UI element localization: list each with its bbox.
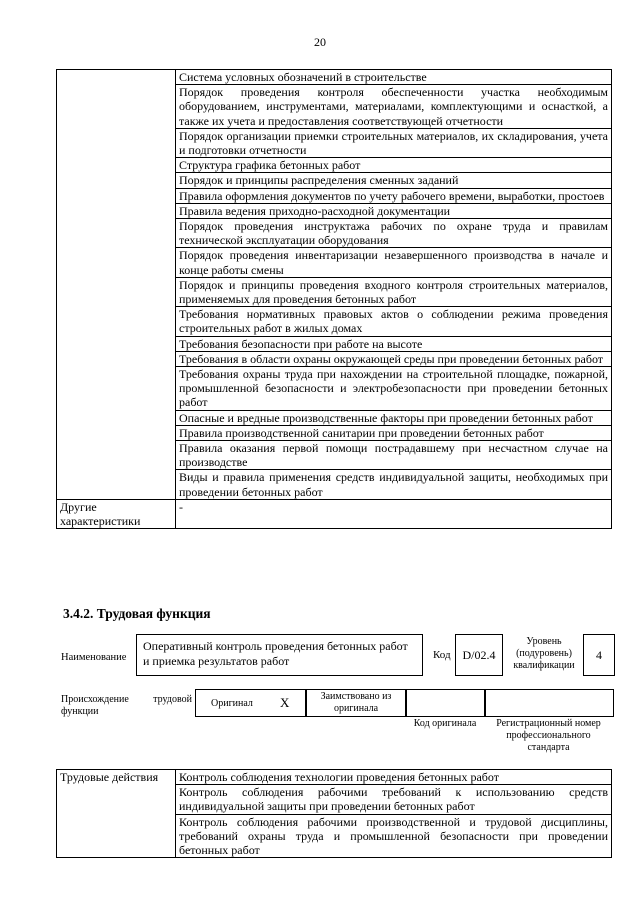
- reg-number-caption: Регистрационный номер профессионального стандарта: [496, 718, 601, 753]
- table-cell: Правила ведения приходно-расходной документации: [176, 203, 612, 218]
- table-row: [57, 770, 612, 785]
- table-cell: Опасные и вредные производственные факторы при проведении бетонных работ: [176, 410, 612, 425]
- table-cell: Структура графика бетонных работ: [176, 158, 612, 173]
- actions-table: [56, 769, 612, 858]
- borrowed-label: Заимствовано из оригинала: [320, 691, 392, 714]
- original-mark: X: [280, 695, 290, 710]
- table-cell: Контроль соблюдения рабочими требований к использованию средств индивидуальной защиты при проведении бетонных работ: [176, 785, 612, 814]
- section-title: 3.4.2. Трудовая функция: [63, 606, 211, 621]
- original-box: [195, 689, 307, 717]
- table-cell: Правила оказания первой помощи пострадавшему при несчастном случае на производстве: [176, 441, 612, 470]
- reg-number-box: [484, 689, 614, 717]
- knowledge-table: [56, 69, 612, 529]
- other-characteristics-value: -: [176, 499, 612, 528]
- origin-label: Происхождение трудовой функции: [61, 694, 192, 717]
- original-label: Оригинал: [211, 698, 253, 709]
- level-box: [583, 634, 615, 676]
- table-cell: Система условных обозначений в строительстве: [176, 70, 612, 85]
- table-cell: Виды и правила применения средств индивидуальной защиты, необходимых при проведении бетонных работ: [176, 470, 612, 499]
- code-original-box: [405, 689, 486, 717]
- table-cell: Правила оформления документов по учету рабочего времени, выработки, простоев: [176, 188, 612, 203]
- table-cell: Требования безопасности при работе на высоте: [176, 336, 612, 351]
- table-cell: Контроль соблюдения рабочими производственной и трудовой дисциплины, требований охраны труда и промышленной безопасности при проведении бетонных работ: [176, 814, 612, 858]
- function-name: Оперативный контроль проведения бетонных работ и приемка результатов работ: [143, 639, 408, 668]
- table-row: [57, 70, 612, 85]
- borrowed-box: [305, 689, 407, 717]
- empty-label-cell: [57, 70, 176, 500]
- table-cell: Правила производственной санитарии при проведении бетонных работ: [176, 425, 612, 440]
- table-cell: Контроль соблюдения технологии проведения бетонных работ: [176, 770, 612, 785]
- name-label: Наименование: [61, 652, 127, 663]
- table-cell: Порядок организации приемки строительных материалов, их складирования, учета и подготовки отчетности: [176, 128, 612, 157]
- code-box: [455, 634, 503, 676]
- qualification-level: 4: [596, 648, 602, 662]
- table-cell: Порядок проведения инструктажа рабочих по охране труда и правилам технической эксплуатации оборудования: [176, 219, 612, 248]
- name-box: [136, 634, 423, 676]
- table-cell: Требования нормативных правовых актов о соблюдении режима проведения строительных работ в жилых домах: [176, 307, 612, 336]
- table-cell: Порядок проведения контроля обеспеченности участка необходимым оборудованием, инструментами, материалами, комплектующими и оснасткой, а также их учета и предоставления соответствующей отчетности: [176, 85, 612, 129]
- page-number: 20: [314, 35, 326, 49]
- function-code: D/02.4: [462, 648, 496, 662]
- table-cell: Требования охраны труда при нахождении на строительной площадке, пожарной, промышленной безопасности и электробезопасности при проведении бетонных работ: [176, 367, 612, 411]
- actions-label: Трудовые действия: [57, 770, 176, 858]
- table-row: [57, 499, 612, 528]
- table-cell: Порядок и принципы проведения входного контроля строительных материалов, применяемых для проведения бетонных работ: [176, 277, 612, 306]
- level-label: Уровень (подуровень) квалификации: [513, 636, 575, 671]
- code-original-caption: Код оригинала: [413, 718, 477, 729]
- other-characteristics-label: Другие характеристики: [57, 499, 176, 528]
- code-label: Код: [433, 649, 451, 661]
- table-cell: Требования в области охраны окружающей среды при проведении бетонных работ: [176, 351, 612, 366]
- table-cell: Порядок проведения инвентаризации незавершенного производства в начале и конце работы смены: [176, 248, 612, 277]
- table-cell: Порядок и принципы распределения сменных заданий: [176, 173, 612, 188]
